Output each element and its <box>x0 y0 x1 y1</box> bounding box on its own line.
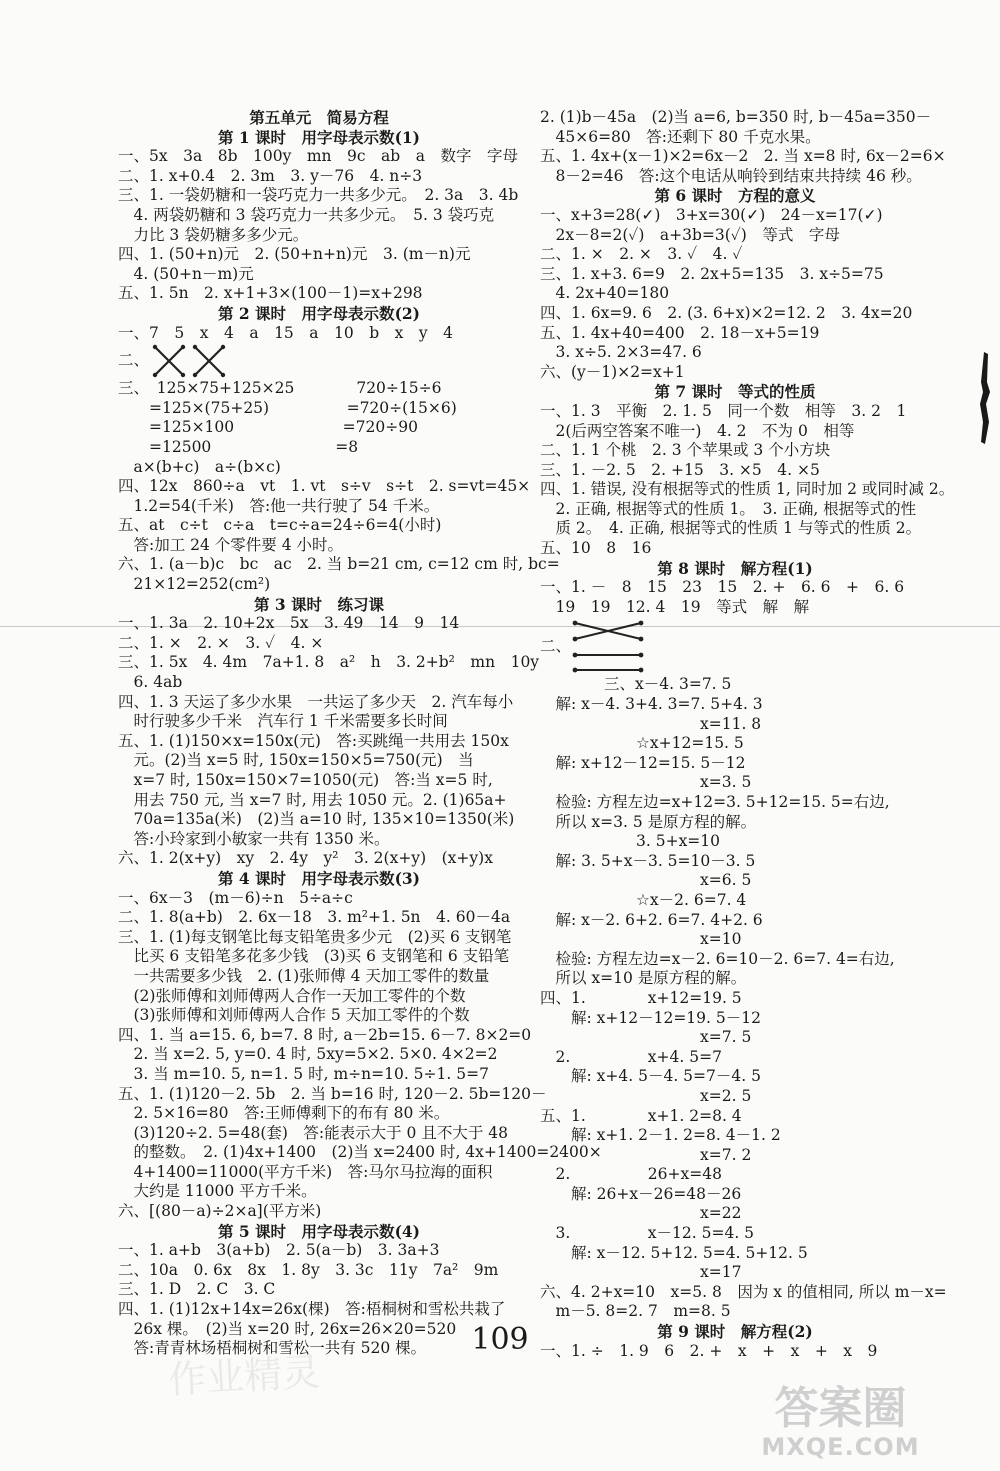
answer-text: 一、6x－3 (m－6)÷n 5÷a÷c <box>118 888 353 907</box>
answer-text: 答:小玲家到小敏家一共有 1350 米。 <box>118 829 390 848</box>
answer-text: 一、5x 3a 8b 100y mn 9c ab a 数字 字母 <box>118 147 518 166</box>
answer-line <box>118 908 520 928</box>
page-number: 109 <box>471 1322 529 1357</box>
answer-line <box>540 930 930 950</box>
answer-line <box>540 695 930 715</box>
answer-line <box>540 1146 930 1166</box>
answer-line <box>540 284 930 304</box>
watermark-right-url: MXQE.COM <box>761 1433 920 1461</box>
answer-line <box>118 497 520 517</box>
answer-line <box>118 206 520 226</box>
answer-text: 2. 正确, 根据等式的性质 1。 3. 正确, 根据等式的性 <box>540 499 917 518</box>
answer-line <box>540 363 930 383</box>
answer-text: 解: x+1. 2－1. 2=8. 4－1. 2 <box>540 1126 781 1145</box>
section-heading: 第 3 课时 练习课 <box>253 594 385 614</box>
answer-text: 五、at c÷t c÷a t=c÷a=24÷6=4(小时) <box>118 516 442 535</box>
answer-text: 解: x+12－12=19. 5－12 <box>540 1008 761 1027</box>
answer-text: 三、1. (1)每支钢笔比每支铅笔贵多少元 (2)买 6 支钢笔 <box>118 927 512 946</box>
answer-line <box>540 715 930 735</box>
answer-text: x=2. 5 <box>700 1086 752 1105</box>
answer-text: 一、7 5 x 4 a 15 a 10 b x y 4 <box>118 323 454 342</box>
answer-line <box>118 438 520 458</box>
answer-text: x=22 <box>700 1204 742 1223</box>
answer-line <box>540 852 930 872</box>
answer-text: 三、1. x+3. 6=9 2. 2x+5=135 3. x÷5=75 <box>540 264 884 283</box>
answer-line <box>118 1065 520 1085</box>
answer-line <box>540 402 930 422</box>
answer-line <box>540 773 930 793</box>
answer-text: 四、1. 3 天运了多少水果 一共运了多少天 2. 汽车每小 <box>118 692 514 711</box>
answer-text: 三、 125×75+125×25 720÷15÷6 <box>118 379 442 398</box>
answer-line <box>118 324 520 344</box>
answer-text: 一、1. － 8 15 23 15 2. + 6. 6 + 6. 6 <box>540 578 905 597</box>
answer-text: 时行驶多少千米 汽车行 1 千米需要多长时间 <box>118 712 448 731</box>
answer-text: 六、[(80－a)÷2×a](平方米) <box>118 1202 322 1221</box>
answer-text: 四、1. 当 a=15. 6, b=7. 8 时, a－2b=15. 6－7. 8×2=0 <box>118 1025 532 1044</box>
answer-text: 一共需要多少钱 2. (1)张师傅 4 天加工零件的数量 <box>118 966 490 985</box>
answer-text: x=17 <box>700 1263 742 1282</box>
answer-text: ☆x+12=15. 5 <box>636 734 744 753</box>
matching-diagram <box>118 343 520 379</box>
answer-text: x=6. 5 <box>700 871 752 890</box>
answer-line <box>118 1045 520 1065</box>
answer-text: 五、1. x+1. 2=8. 4 <box>540 1106 742 1125</box>
answer-text: 六、1. (a－b)c bc ac 2. 当 b=21 cm, c=12 cm 时, bc= <box>118 555 560 574</box>
section-heading: 第 7 课时 等式的性质 <box>654 382 816 402</box>
answer-text: 一、1. a+b 3(a+b) 2. 5(a－b) 3. 3a+3 <box>118 1241 440 1260</box>
answer-text: 三、1. D 2. C 3. C <box>118 1280 276 1299</box>
answer-line <box>118 889 520 909</box>
answer-line <box>540 675 930 695</box>
answer-line <box>540 226 930 246</box>
section-heading: 第 2 课时 用字母表示数(2) <box>217 303 421 323</box>
answer-text: 的整数。 2. (1)4x+1400 (2)当 x=2400 时, 4x+1400=2400× <box>118 1143 602 1162</box>
answer-text: 四、1. 错误, 没有根据等式的性质 1, 同时加 2 或同时减 2。 <box>540 480 955 499</box>
answer-text: x=7. 5 <box>700 1028 752 1047</box>
answer-text: 二、1. x+0.4 2. 3m 3. y－76 4. n÷3 <box>118 166 423 185</box>
answer-line <box>540 245 930 265</box>
answer-text: 26x 棵。 (2)当 x=20 时, 26x=26×20=520 <box>118 1319 457 1338</box>
answer-text: 二、1. 8(a+b) 2. 6x－18 3. m²+1. 5n 4. 60－4a <box>118 908 511 927</box>
question-label: 二、 <box>118 351 150 370</box>
watermark-right <box>708 1385 973 1461</box>
answer-line <box>540 500 930 520</box>
answer-text: 力比 3 袋奶糖多多少元。 <box>118 225 309 244</box>
answer-text: 1.2=54(千米) 答:他一共行驶了 54 千米。 <box>118 496 440 515</box>
ink-blot <box>976 352 994 444</box>
answer-line <box>118 614 520 634</box>
section-heading: 第 6 课时 方程的意义 <box>654 186 816 206</box>
section-heading: 第 8 课时 解方程(1) <box>657 558 813 578</box>
answer-text: 2. (1)b－45a (2)当 a=6, b=350 时, b－45a=350－ <box>540 108 932 126</box>
answer-text: 3. 当 m=10. 5, n=1. 5 时, m÷n=10. 5÷1. 5=7 <box>118 1064 489 1083</box>
section-heading: 第五单元 简易方程 <box>249 108 389 127</box>
answer-text: 答:加工 24 个零件要 4 小时。 <box>118 535 344 554</box>
answer-text: 一、1. 3a 2. 10+2x 5x 3. 49 14 9 14 <box>118 614 460 633</box>
answer-text: 6. 4ab <box>118 673 183 692</box>
answer-text: 4. 两袋奶糖和 3 袋巧克力一共多少元。 5. 3 袋巧克 <box>118 205 495 224</box>
answer-text: 五、1. 5n 2. x+1+3×(100－1)=x+298 <box>118 284 423 303</box>
answer-line <box>118 575 520 595</box>
answer-line <box>540 480 955 500</box>
answer-line <box>540 167 930 187</box>
answer-text: =125×100 =720÷90 <box>118 418 418 437</box>
question-label: 二、 <box>540 636 572 655</box>
answer-line <box>540 598 930 618</box>
answer-text: 解: x+4. 5－4. 5=7－4. 5 <box>540 1067 761 1086</box>
answer-text: 四、1. (50+n)元 2. (50+n+n)元 3. (m－n)元 <box>118 245 471 264</box>
answer-line <box>118 1006 520 1026</box>
answer-line <box>118 732 520 752</box>
answer-text: 解: x+12－12=15. 5－12 <box>540 753 746 772</box>
answer-line <box>118 516 520 536</box>
answer-line <box>540 441 930 461</box>
connector-lines <box>149 343 229 379</box>
answer-text: 四、1. 6x=9. 6 2. (3. 6+x)×2=12. 2 3. 4x=20 <box>540 303 913 322</box>
watermark-left: 作业精灵 <box>167 1350 322 1402</box>
answer-line <box>118 1143 602 1163</box>
answer-line <box>540 1224 930 1244</box>
answer-line <box>118 830 520 850</box>
answer-line <box>540 734 930 754</box>
answer-line <box>118 967 520 987</box>
answer-text: a×(b+c) a÷(b×c) <box>118 457 281 476</box>
answer-text: ☆x－2. 6=7. 4 <box>636 890 747 909</box>
answer-line <box>118 673 520 693</box>
answer-line <box>118 810 520 830</box>
answer-text: (2)张师傅和刘师傅两人合作一天加工零件的个数 <box>118 986 466 1005</box>
equation-text: x－4. 3=7. 5 <box>635 675 732 694</box>
answer-line <box>540 1009 930 1029</box>
answer-line <box>540 578 930 598</box>
answer-text: 答:青青林场梧桐树和雪松一共有 520 棵。 <box>118 1339 427 1358</box>
answer-text: 21×12=252(cm²) <box>118 575 271 594</box>
answer-line <box>540 1204 930 1224</box>
answer-line <box>118 849 520 869</box>
answer-line <box>118 1261 520 1281</box>
answer-line <box>540 989 930 1009</box>
answer-line <box>540 1185 930 1205</box>
answer-line <box>540 1126 930 1146</box>
answer-line <box>540 1067 930 1087</box>
answer-text: 2x－8=2(✓) a+3b=3(✓) 等式 字母 <box>540 225 840 244</box>
answer-line <box>540 343 930 363</box>
answer-line <box>540 1244 930 1264</box>
answer-line <box>118 265 520 285</box>
right-column <box>540 108 955 1361</box>
answer-line <box>118 399 520 419</box>
answer-text: 六、4. 2+x=10 x=5. 8 因为 x 的值相同, 所以 m－x= <box>540 1282 947 1301</box>
answer-line <box>118 1163 520 1183</box>
answer-line <box>118 1124 520 1144</box>
answer-line <box>118 1241 520 1261</box>
answer-text: 解: x－2. 6+2. 6=7. 4+2. 6 <box>540 910 763 929</box>
answer-text: 四、1. x+12=19. 5 <box>540 988 742 1007</box>
answer-line <box>540 1048 930 1068</box>
answer-text: 2(后两空答案不唯一) 4. 2 不为 0 相等 <box>540 421 855 440</box>
answer-line <box>118 653 540 673</box>
answer-text: (3)120÷2. 5=48(套) 答:能表示大于 0 且不大于 48 <box>118 1123 508 1142</box>
answer-line <box>540 813 930 833</box>
answer-text: 三、 <box>604 675 636 694</box>
answer-line <box>118 791 520 811</box>
answer-text: 4. 2x+40=180 <box>540 284 670 303</box>
answer-text: 解: 26+x－26=48－26 <box>540 1184 742 1203</box>
answer-line <box>118 1182 520 1202</box>
answer-text: 检验: 方程左边=x+12=3. 5+12=15. 5=右边, <box>540 793 890 811</box>
answer-line <box>540 206 930 226</box>
answer-line <box>540 1302 930 1322</box>
answer-text: 六、(y－1)×2=x+1 <box>540 362 685 381</box>
answer-text: 所以 x=3. 5 是原方程的解。 <box>540 812 757 831</box>
answer-line <box>118 634 520 654</box>
answer-line <box>118 712 520 732</box>
answer-text: 五、1. 4x+40=400 2. 18－x+5=19 <box>540 323 820 342</box>
answer-line <box>540 304 930 324</box>
answer-text: x=10 <box>700 930 742 949</box>
answer-line <box>118 167 520 187</box>
answer-line <box>118 147 520 167</box>
answer-line <box>118 1280 520 1300</box>
answer-text: 3. x－12. 5=4. 5 <box>540 1224 755 1243</box>
answer-text: 四、12x 860÷a vt 1. vt s÷v s÷t 2. s=vt=45× <box>118 477 531 496</box>
answer-line <box>540 265 930 285</box>
answer-line <box>540 891 930 911</box>
answer-text: 三、1. 一袋奶糖和一袋巧克力一共多少元。 2. 3a 3. 4b <box>118 186 519 205</box>
answer-text: 4. (50+n－m)元 <box>118 264 254 283</box>
answer-text: 比买 6 支铅笔多花多少钱 (3)买 6 支钢笔和 6 支铅笔 <box>118 947 510 966</box>
answer-line <box>118 418 520 438</box>
answer-line <box>540 950 930 970</box>
answer-text: m－5. 8=2. 7 m=8. 5 <box>540 1302 731 1321</box>
answer-text: 19 19 12. 4 19 等式 解 解 <box>540 597 810 616</box>
answer-line <box>540 969 930 989</box>
answer-text: 质 2。 4. 正确, 根据等式的性质 1 与等式的性质 2。 <box>540 519 922 538</box>
answer-text: 3. x÷5. 2×3=47. 6 <box>540 343 702 362</box>
answer-line <box>540 871 930 891</box>
answer-text: 解: x－12. 5+12. 5=4. 5+12. 5 <box>540 1243 808 1262</box>
answer-line <box>118 226 520 246</box>
answer-text: 一、1. ÷ 1. 9 6 2. + x + x + x 9 <box>540 1341 878 1360</box>
answer-line <box>540 422 930 442</box>
answer-line <box>540 832 930 852</box>
answer-line <box>118 1084 547 1105</box>
answer-line <box>118 1104 520 1124</box>
answer-line <box>118 928 520 948</box>
answer-text: =12500 =8 <box>118 437 359 456</box>
answer-line <box>118 987 520 1007</box>
answer-text: x=3. 5 <box>700 773 752 792</box>
answer-line <box>540 147 946 167</box>
answer-text: 2. 26+x=48 <box>540 1165 722 1184</box>
answer-text: 检验: 方程左边=x－2. 6=10－2. 6=7. 4=右边, <box>540 949 895 968</box>
answer-text: 所以 x=10 是原方程的解。 <box>540 969 747 988</box>
answer-text: 元。(2)当 x=5 时, 150x=150×5=750(元) 当 <box>118 751 474 770</box>
matching-lines <box>540 617 930 675</box>
answer-line <box>540 519 930 539</box>
answer-line <box>118 555 560 575</box>
answer-text: 六、1. 2(x+y) xy 2. 4y y² 3. 2(x+y) (x+y)x <box>118 849 493 868</box>
answer-text: 用去 750 元, 当 x=7 时, 用去 1050 元。2. (1)65a+ <box>118 790 507 809</box>
answer-line <box>540 793 930 813</box>
answer-text: 8－2=46 答:这个电话从响铃到结束共持续 46 秒。 <box>540 166 922 185</box>
answer-line <box>540 128 930 148</box>
answer-text: 三、1. －2. 5 2. +15 3. ×5 4. ×5 <box>540 460 820 479</box>
answer-line <box>540 1087 930 1107</box>
answer-line <box>118 771 520 791</box>
answer-text: x=11. 8 <box>700 714 762 733</box>
answer-text: 三、1. 5x 4. 4m 7a+1. 8 a² h 3. 2+b² mn 10y <box>118 653 540 672</box>
answer-text: =125×(75+25) =720÷(15×6) <box>118 398 457 417</box>
answer-line <box>540 539 930 559</box>
answer-line <box>540 911 930 931</box>
answer-line <box>540 1165 930 1185</box>
answer-text: 2. 当 x=2. 5, y=0. 4 时, 5xy=5×2. 5×0. 4×2=2 <box>118 1045 498 1064</box>
answer-line <box>118 536 520 556</box>
section-heading: 第 1 课时 用字母表示数(1) <box>217 127 421 147</box>
answer-line <box>118 245 520 265</box>
answer-line <box>118 751 520 771</box>
answer-line <box>540 1282 947 1303</box>
answer-text: (3)张师傅和刘师傅两人合作 5 天加工零件的个数 <box>118 1006 470 1025</box>
answer-line <box>118 693 520 713</box>
connector-lines <box>571 617 651 675</box>
answer-text: 二、1. × 2. × 3. ✓ 4. × <box>118 633 324 652</box>
answer-text: 二、10a 0. 6x 8x 1. 8y 3. 3c 11y 7a² 9m <box>118 1260 499 1279</box>
answer-line <box>118 1025 532 1046</box>
section-heading: 第 9 课时 解方程(2) <box>657 1322 813 1342</box>
answer-text: 45×6=80 答:还剩下 80 千克水果。 <box>540 127 821 146</box>
answer-line <box>540 108 930 128</box>
answer-text: 解: x－4. 3+4. 3=7. 5+4. 3 <box>540 695 763 714</box>
answer-line <box>540 1028 930 1048</box>
answer-text: 二、1. 1 个桃 2. 3 个苹果或 3 个小方块 <box>540 441 831 460</box>
answer-text: 大约是 11000 平方千米。 <box>118 1182 317 1201</box>
answer-text: x=7. 2 <box>700 1145 752 1164</box>
answer-text: 五、10 8 16 <box>540 539 652 558</box>
answer-line <box>118 1202 520 1222</box>
answer-text: 70a=135a(米) (2)当 a=10 时, 135×10=1350(米) <box>118 810 515 829</box>
answer-text: 2. x+4. 5=7 <box>540 1047 722 1066</box>
answer-text: 一、1. 3 平衡 2. 1. 5 同一个数 相等 3. 2 1 <box>540 401 907 420</box>
answer-line <box>540 1263 930 1283</box>
answer-text: 二、1. × 2. × 3. ✓ 4. ✓ <box>540 245 743 264</box>
answer-line <box>540 324 930 344</box>
answer-line <box>540 754 930 774</box>
answer-text: 五、1. (1)120－2. 5b 2. 当 b=16 时, 120－2. 5b=120－ <box>118 1084 547 1103</box>
answer-text: 3. 5+x=10 <box>636 832 721 851</box>
section-heading: 第 5 课时 用字母表示数(4) <box>217 1221 421 1241</box>
watermark-right-logo: 答案圈 <box>774 1383 907 1434</box>
section-heading: 第 4 课时 用字母表示数(3) <box>217 868 421 888</box>
answer-line <box>118 379 520 399</box>
answer-text: 四、1. (1)12x+14x=26x(棵) 答:梧桐树和雪松共栽了 <box>118 1300 506 1319</box>
answer-line <box>118 477 531 497</box>
answer-text: 五、1. (1)150×x=150x(元) 答:买跳绳一共用去 150x <box>118 731 509 750</box>
answer-line <box>118 284 520 304</box>
answer-text: 五、1. 4x+(x－1)×2=6x－2 2. 当 x=8 时, 6x－2=6× <box>540 147 946 166</box>
answer-text: 一、x+3=28(✓) 3+x=30(✓) 24－x=17(✓) <box>540 205 883 224</box>
answer-line <box>118 458 520 478</box>
answer-line <box>118 1300 520 1320</box>
answer-line <box>540 461 930 481</box>
answer-line <box>540 1107 930 1127</box>
answer-line <box>118 186 520 206</box>
answer-line <box>118 947 520 967</box>
answer-text: 2. 5×16=80 答:王师傅剩下的布有 80 米。 <box>118 1104 450 1123</box>
answer-text: x=7 时, 150x=150×7=1050(元) 答:当 x=5 时, <box>118 771 493 789</box>
answer-text: 解: 3. 5+x－3. 5=10－3. 5 <box>540 851 756 870</box>
answer-text: 4+1400=11000(平方千米) 答:马尔马拉海的面积 <box>118 1162 493 1181</box>
